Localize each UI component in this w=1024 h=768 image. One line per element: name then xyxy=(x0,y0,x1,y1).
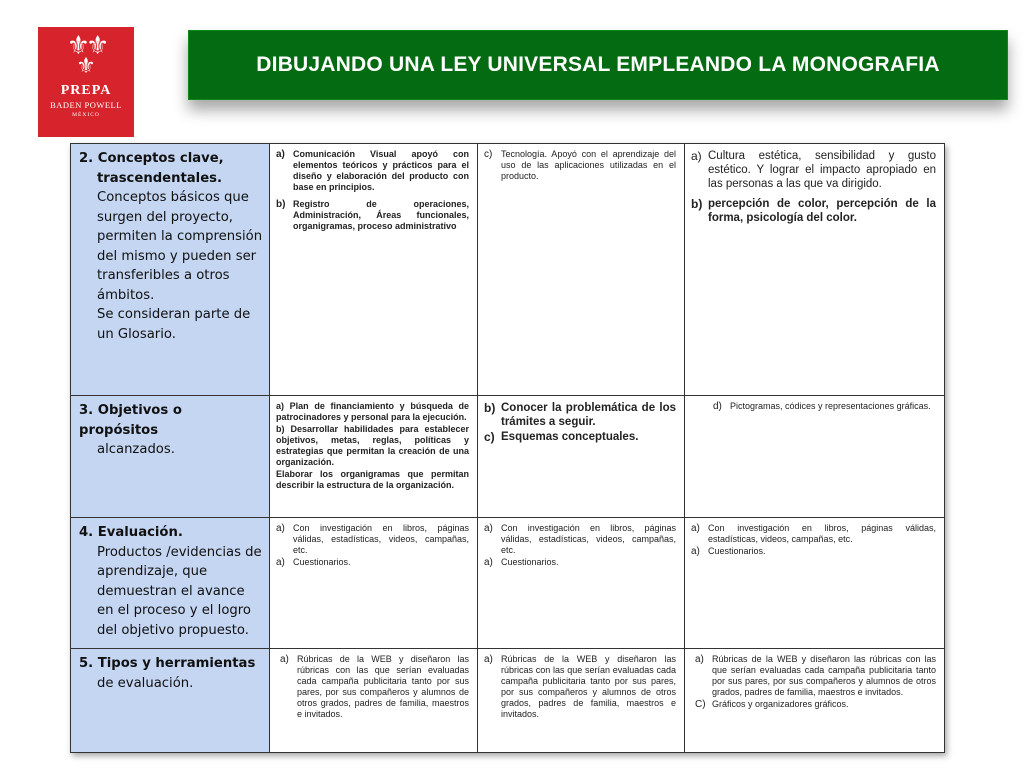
list-item xyxy=(276,557,469,568)
row-heading xyxy=(71,649,270,753)
list-item xyxy=(276,199,469,232)
list-text: Gráficos y organizadores gráficos. xyxy=(712,699,849,709)
list-marker: a) xyxy=(276,557,285,568)
list-item xyxy=(691,149,936,191)
heading-text: alcanzados. xyxy=(97,442,175,457)
heading-bold: trascendentales. xyxy=(97,170,223,186)
list-item xyxy=(484,654,676,720)
heading-text: de evaluación. xyxy=(97,675,194,691)
list-text: Rúbricas de la WEB y diseñaron las rúbricas con las que serían evaluadas cada campaña publicitaria tanto por sus pares, por sus compañeros y alumnos de otros grados, padres de familia, maestros e invitados. xyxy=(712,654,936,697)
list-text: b) Desarrollar habilidades para establecer objetivos, metas, reglas, políticas y estrategias que permitan la creación de una organización. xyxy=(276,424,469,467)
list-marker: a) xyxy=(695,654,704,665)
row-heading xyxy=(71,518,270,649)
list-item xyxy=(276,424,469,468)
table-cell xyxy=(270,518,478,649)
heading-bold: 5. Tipos y herramientas xyxy=(79,656,256,671)
list-marker: a) xyxy=(280,654,289,665)
heading-text: Se consideran parte de un Glosario. xyxy=(97,307,251,342)
heading-bold: 3. Objetivos o propósitos xyxy=(79,403,182,438)
list-item xyxy=(280,654,469,720)
list-text: Cuestionarios. xyxy=(708,546,766,556)
list-item xyxy=(484,557,676,568)
list-text: Registro de operaciones, Administración, Áreas funcionales, organigramas, proceso administrativo xyxy=(293,199,469,231)
list-item xyxy=(691,197,936,225)
list-marker: a) xyxy=(691,523,700,534)
list-item xyxy=(276,401,469,423)
list-text: Cultura estética, sensibilidad y gusto estético. Y lograr el impacto apropiado en las personas a las que va dirigido. xyxy=(708,150,936,190)
list-marker: d) xyxy=(713,401,722,412)
list-text: Rúbricas de la WEB y diseñaron las rúbricas con las que serían evaluadas cada campaña publicitaria tanto por sus pares, por sus compañeros y alumnos de otros grados, padres de familia, maestros e invitados. xyxy=(297,654,469,719)
list-text: Elaborar los organigramas que permitan describir la estructura de la organización. xyxy=(276,469,469,490)
prepa-baden-powell-logo xyxy=(38,27,134,137)
table-row xyxy=(71,649,945,753)
list-item xyxy=(484,149,676,182)
table-row xyxy=(71,144,945,396)
list-text: Rúbricas de la WEB y diseñaron las rúbricas con las que serían evaluadas cada campaña publicitaria tanto por sus pares, por sus compañeros y alumnos de otros grados, padres de familia, maestros e invitados. xyxy=(501,654,676,719)
list-text: Esquemas conceptuales. xyxy=(501,431,639,443)
row-heading xyxy=(71,396,270,518)
list-item xyxy=(695,699,936,710)
table-cell xyxy=(478,144,685,396)
list-text: Cuestionarios. xyxy=(501,557,559,567)
list-marker: a) xyxy=(691,546,700,557)
list-item xyxy=(276,523,469,556)
list-item xyxy=(276,149,469,193)
list-item xyxy=(484,430,676,444)
list-item xyxy=(695,654,936,698)
list-text: Cuestionarios. xyxy=(293,557,351,567)
heading-text: Productos /evidencias de aprendizaje, que demuestran el avance en el proceso y el logro del objetivo propuesto. xyxy=(97,544,262,638)
fleur-de-lis-icon: ⚜⚜ xyxy=(66,31,106,61)
list-text: Con investigación en libros, páginas válidas, estadísticas, videos, campañas, etc. xyxy=(293,523,469,555)
table-cell xyxy=(685,518,945,649)
row-heading xyxy=(71,144,270,396)
list-marker: c) xyxy=(484,149,493,160)
table-cell xyxy=(685,396,945,518)
table-cell xyxy=(685,144,945,396)
list-marker: b) xyxy=(691,197,703,211)
list-text: Tecnología. Apoyó con el aprendizaje del uso de las aplicaciones utilizadas en el producto. xyxy=(501,149,676,181)
list-marker: a) xyxy=(276,523,285,534)
list-item xyxy=(484,401,676,429)
table-cell xyxy=(478,518,685,649)
table-cell xyxy=(270,144,478,396)
list-text: percepción de color, percepción de la forma, psicología del color. xyxy=(708,198,936,224)
logo-city: MÉXICO xyxy=(72,112,100,118)
list-marker: c) xyxy=(484,430,495,444)
table-cell xyxy=(478,396,685,518)
list-item xyxy=(691,523,936,545)
list-item xyxy=(484,523,676,556)
list-marker: a) xyxy=(691,149,702,163)
table-cell xyxy=(478,649,685,753)
monografia-table xyxy=(70,143,945,753)
list-text: Con investigación en libros, páginas válidas, estadísticas, videos, campañas, etc. xyxy=(501,523,676,555)
heading-bold: 2. Conceptos clave, xyxy=(79,151,224,166)
list-text: Pictogramas, códices y representaciones gráficas. xyxy=(730,401,931,411)
page-title: DIBUJANDO UNA LEY UNIVERSAL EMPLEANDO LA MONOGRAFIA xyxy=(256,53,940,76)
list-text: Con investigación en libros, páginas válidas, estadísticas, videos, campañas, etc. xyxy=(708,523,936,544)
heading-bold: 4. Evaluación. xyxy=(79,525,183,540)
list-item xyxy=(691,546,936,557)
list-marker: a) xyxy=(276,149,285,160)
list-marker: a) xyxy=(484,557,493,568)
list-item xyxy=(276,469,469,491)
list-text: Comunicación Visual apoyó con elementos teóricos y prácticos para el diseño y elaboración del producto con base en principios. xyxy=(293,149,469,192)
table-row xyxy=(71,518,945,649)
list-item xyxy=(713,401,936,412)
title-banner xyxy=(188,30,1008,100)
list-marker: a) xyxy=(484,523,493,534)
table-row xyxy=(71,396,945,518)
logo-subtitle: BADEN POWELL xyxy=(50,100,122,110)
table-cell xyxy=(270,649,478,753)
list-marker: a) xyxy=(484,654,493,665)
table-cell xyxy=(270,396,478,518)
heading-text: Conceptos básicos que surgen del proyecto, permiten la comprensión del mismo y pueden ser transferibles a otros ámbitos. xyxy=(97,190,263,303)
fleur-de-lis-icon: ⚜ xyxy=(76,54,96,79)
list-marker: b) xyxy=(484,401,496,415)
table-cell xyxy=(685,649,945,753)
list-marker: b) xyxy=(276,199,286,210)
logo-brand: PREPA xyxy=(60,83,112,98)
list-text: Conocer la problemática de los trámites a seguir. xyxy=(501,402,676,428)
list-text: a) Plan de financiamiento y búsqueda de patrocinadores y personal para la ejecución. xyxy=(276,401,469,422)
list-marker: C) xyxy=(695,699,706,710)
